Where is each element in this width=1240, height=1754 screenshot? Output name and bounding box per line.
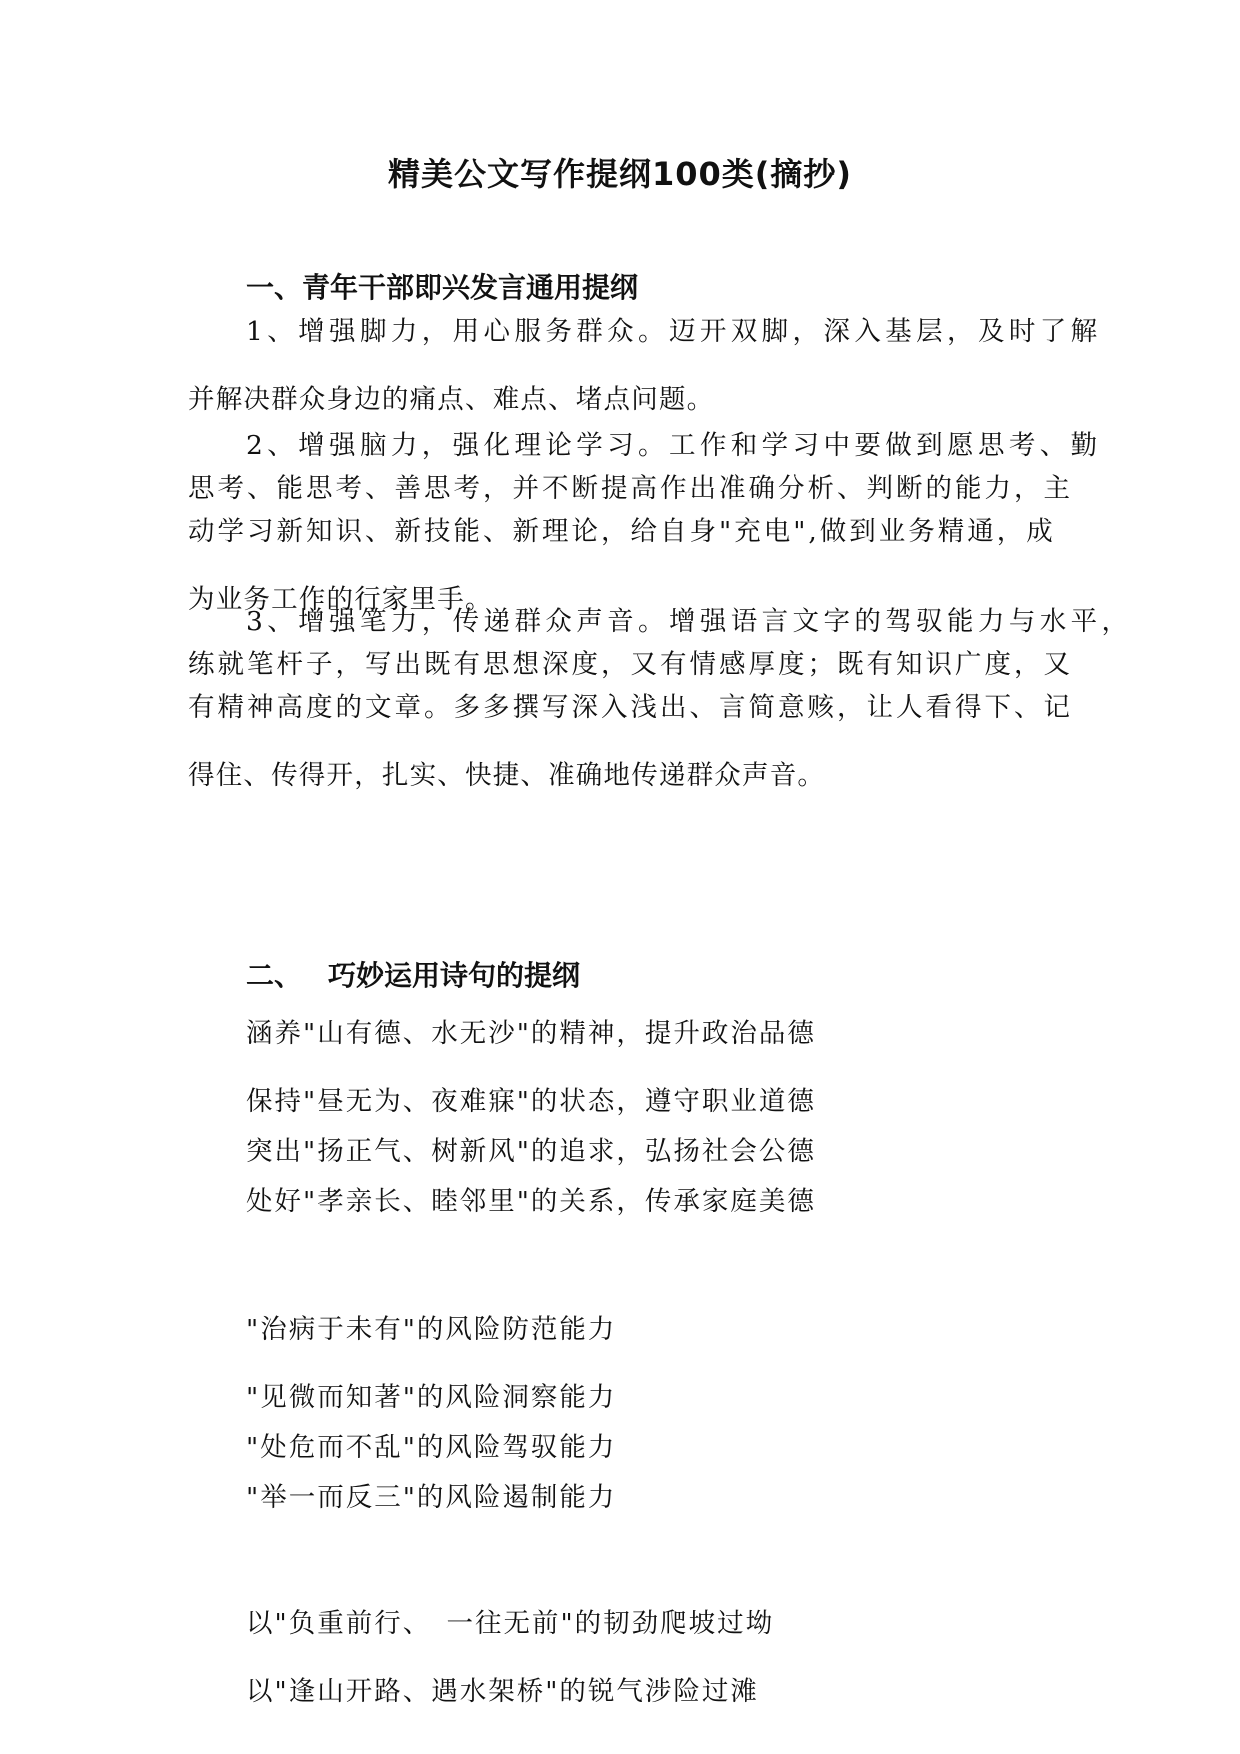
paragraph-line: 并解决群众身边的痛点、难点、堵点问题。 <box>188 384 715 415</box>
risk-line: "举一而反三"的风险遏制能力 <box>246 1482 617 1513</box>
section1-paragraph-3 <box>188 600 1133 797</box>
paragraph-line: 得住、传得开，扎实、快捷、准确地传递群众声音。 <box>188 760 826 791</box>
risk-line: "治病于未有"的风险防范能力 <box>246 1314 617 1345</box>
paragraph-line: 思考、能思考、善思考，并不断提高作出准确分析、判断的能力，主 <box>188 473 1073 504</box>
document-title: 精美公文写作提纲100类(摘抄) <box>387 155 853 193</box>
risk-line: "见微而知著"的风险洞察能力 <box>246 1382 617 1413</box>
paragraph-line: 为业务工作的行家里手。 <box>188 584 493 615</box>
poem-line: 保持"昼无为、夜难寐"的状态，遵守职业道德 <box>246 1086 816 1117</box>
paragraph-line: 2、增强脑力，强化理论学习。工作和学习中要做到愿思考、勤 <box>246 430 1102 461</box>
poem-line: 突出"扬正气、树新风"的追求，弘扬社会公德 <box>246 1136 816 1167</box>
section2-heading-number: 二、 <box>246 959 303 992</box>
paragraph-line: 1、增强脚力，用心服务群众。迈开双脚，深入基层，及时了解 <box>246 316 1102 347</box>
spirit-line: 以"逢山开路、遇水架桥"的锐气涉险过滩 <box>246 1676 759 1707</box>
section2-heading <box>246 956 580 996</box>
poem-line: 处好"孝亲长、睦邻里"的关系，传承家庭美德 <box>246 1186 816 1217</box>
paragraph-line: 动学习新知识、新技能、新理论，给自身"充电",做到业务精通，成 <box>188 516 1056 547</box>
section1-heading: 一、青年干部即兴发言通用提纲 <box>246 271 639 304</box>
paragraph-line: 练就笔杆子，写出既有思想深度，又有情感厚度；既有知识广度，又 <box>188 649 1073 680</box>
paragraph-line: 3、增强笔力，传递群众声音。增强语言文字的驾驭能力与水平， <box>246 606 1133 637</box>
spirit-line: 以"负重前行、 一往无前"的韧劲爬坡过坳 <box>246 1608 775 1639</box>
section1-paragraph-2 <box>188 424 1102 621</box>
section1-paragraph-1 <box>188 310 1102 421</box>
paragraph-line: 有精神高度的文章。多多撰写深入浅出、言简意赅，让人看得下、记 <box>188 692 1073 723</box>
poem-line: 涵养"山有德、水无沙"的精神，提升政治品德 <box>246 1018 816 1049</box>
risk-line: "处危而不乱"的风险驾驭能力 <box>246 1432 617 1463</box>
section2-heading-text: 巧妙运用诗句的提纲 <box>328 959 581 992</box>
